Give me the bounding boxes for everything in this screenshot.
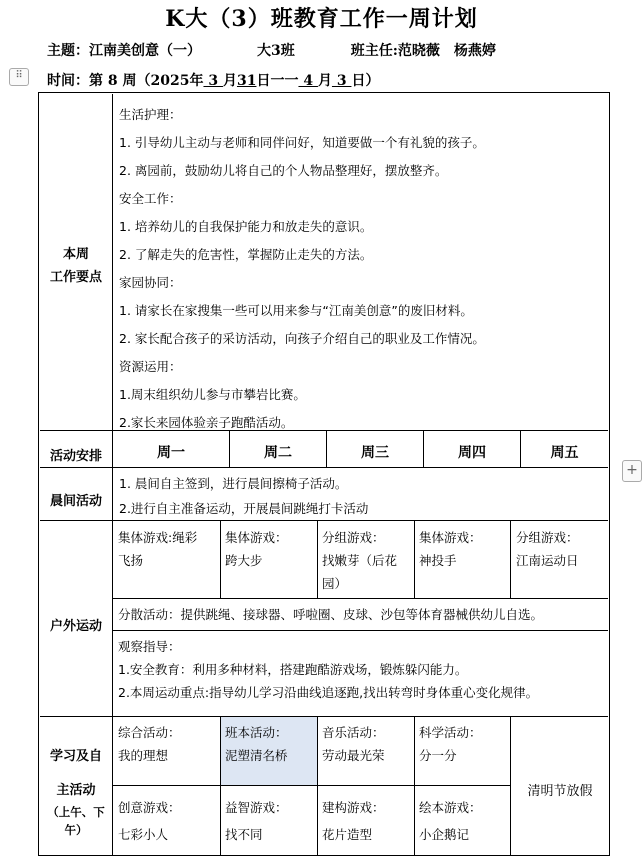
day-header-mon: 周一	[157, 445, 185, 461]
column-divider	[317, 520, 318, 598]
game-line: 集体游戏:绳彩	[118, 530, 198, 545]
start-day: 31	[236, 73, 257, 89]
work-points-label	[40, 243, 112, 289]
morning-line: 1. 晨间自主签到，进行晨间擦椅子活动。	[119, 476, 348, 491]
teachers-value: 范晓薇 杨燕婷	[397, 43, 496, 59]
morning-content	[119, 471, 368, 521]
study-cell-mon-am	[118, 721, 181, 767]
work-point-line: 1. 培养幼儿的自我保护能力和放走失的意识。	[119, 219, 373, 234]
game-line: 集体游戏：	[225, 530, 288, 545]
document-title: K大（3）班教育工作一周计划	[165, 6, 478, 32]
row-divider	[113, 598, 608, 599]
study-label-line: （上午、下	[47, 805, 105, 819]
column-divider	[414, 716, 415, 855]
activity-line: 益智游戏：	[225, 800, 288, 815]
activity-line: 班本活动：	[225, 725, 288, 740]
outdoor-game-thu	[419, 526, 482, 572]
game-line: 江南运动日	[516, 553, 579, 568]
work-point-line: 生活护理：	[119, 107, 182, 122]
work-points-label-line: 本周	[62, 247, 89, 262]
work-point-line: 2. 家长配合孩子的采访活动，向孩子介绍自己的职业及工作情况。	[119, 331, 485, 346]
work-point-line: 1. 引导幼儿主动与老师和同伴问好，知道要做一个有礼貌的孩子。	[119, 135, 485, 150]
study-cell-wed-pm	[322, 794, 385, 848]
study-label-line: 午）	[64, 823, 88, 837]
spacer	[113, 98, 608, 99]
month-char-2: 月	[317, 73, 332, 89]
game-line: 园）	[322, 576, 348, 591]
end-month: 4	[298, 73, 318, 89]
activity-line: 找不同	[225, 827, 263, 842]
work-points-label-line: 工作要点	[49, 270, 102, 285]
outdoor-game-fri	[516, 526, 579, 572]
activity-line: 科学活动：	[419, 725, 482, 740]
study-cell-wed-am	[322, 721, 385, 767]
date-separator: 日一一	[256, 73, 299, 89]
activity-line: 七彩小人	[118, 827, 169, 842]
header-info-line	[47, 40, 496, 60]
work-point-line: 1.周末组织幼儿参与市攀岩比赛。	[119, 387, 306, 402]
table-move-handle-icon[interactable]: ⠿	[9, 68, 29, 86]
study-label-line: 学习及自	[49, 749, 102, 764]
outdoor-game-mon	[118, 526, 197, 572]
column-divider	[112, 94, 113, 855]
column-divider	[317, 716, 318, 855]
activity-line: 小企鹅记	[419, 827, 470, 842]
time-label: 时间：	[47, 73, 89, 89]
work-point-line: 1. 请家长在家搜集一些可以用来参与“江南美创意”的废旧材料。	[119, 303, 473, 318]
observe-line: 2.本周运动重点:指导幼儿学习沿曲线追逐跑,找出转弯时身体重心变化规律。	[118, 685, 539, 700]
start-month: 3	[203, 73, 223, 89]
time-line	[47, 70, 379, 90]
study-label-line: 主活动	[56, 783, 96, 798]
activity-line: 音乐活动：	[322, 725, 385, 740]
column-divider	[510, 520, 511, 598]
work-point-line: 2.家长来园体验亲子跑酷活动。	[119, 415, 294, 430]
morning-label: 晨间活动	[49, 494, 102, 509]
work-point-line: 2. 离园前，鼓励幼儿将自己的个人物品整理好，摆放整齐。	[119, 163, 448, 178]
column-divider	[220, 520, 221, 598]
work-point-line: 2. 了解走失的危害性，掌握防止走失的方法。	[119, 247, 373, 262]
month-char-1: 月	[222, 73, 237, 89]
game-line: 找嫩芽（后花	[322, 553, 398, 568]
outdoor-label: 户外运动	[49, 619, 102, 634]
work-points-content	[119, 101, 485, 437]
teachers-label: 班主任:	[350, 43, 398, 59]
study-label	[40, 745, 112, 839]
study-cell-thu-pm	[419, 794, 482, 848]
day-header-fri: 周五	[550, 445, 579, 461]
row-divider	[40, 716, 608, 717]
end-day: 3	[331, 73, 352, 89]
study-cell-tue-am	[225, 721, 288, 767]
day-header-wed: 周三	[361, 445, 389, 461]
outdoor-game-wed	[322, 526, 397, 595]
activity-line: 花片造型	[322, 827, 373, 842]
activity-line: 分一分	[419, 748, 457, 763]
game-line: 跨大步	[225, 553, 263, 568]
work-point-line: 家园协同：	[119, 275, 182, 290]
observe-line: 1.安全教育：利用多种材料，搭建跑酷游戏场，锻炼躲闪能力。	[118, 662, 468, 677]
study-cell-mon-pm	[118, 794, 181, 848]
outdoor-game-tue	[225, 526, 288, 572]
holiday-cell: 清明节放假	[527, 784, 593, 799]
game-line: 神投手	[419, 553, 457, 568]
week-prefix: 第 8 周（2025年	[89, 73, 204, 89]
game-line: 分组游戏：	[322, 530, 385, 545]
morning-line: 2.进行自主准备运动，开展晨间跳绳打卡活动	[119, 501, 369, 516]
row-divider	[40, 467, 608, 468]
theme-value: 江南美创意（一）	[89, 43, 201, 59]
activity-line: 我的理想	[118, 748, 169, 763]
activity-line: 创意游戏：	[118, 800, 181, 815]
activity-line: 绘本游戏：	[419, 800, 482, 815]
work-point-line: 安全工作：	[119, 191, 182, 206]
row-divider	[113, 785, 510, 786]
study-cell-tue-pm	[225, 794, 288, 848]
study-cell-thu-am	[419, 721, 482, 767]
class-name: 大3班	[257, 43, 295, 59]
date-close: 日）	[351, 73, 380, 89]
game-line: 集体游戏：	[419, 530, 482, 545]
column-divider	[414, 520, 415, 598]
game-line: 飞扬	[118, 553, 144, 568]
column-divider	[220, 716, 221, 855]
schedule-label: 活动安排	[49, 449, 102, 464]
add-column-icon[interactable]: +	[622, 460, 642, 482]
day-header-tue: 周二	[264, 445, 292, 461]
game-line: 分组游戏：	[516, 530, 579, 545]
activity-line: 建构游戏：	[322, 800, 385, 815]
day-header-thu: 周四	[458, 445, 486, 461]
row-divider	[113, 630, 608, 631]
observe-line: 观察指导：	[118, 639, 181, 654]
observe-guidance	[118, 635, 538, 704]
scatter-activity: 分散活动：提供跳绳、接球器、呼啦圈、皮球、沙包等体育器械供幼儿自选。	[118, 607, 544, 622]
activity-line: 泥塑清名桥	[225, 748, 288, 763]
theme-label: 主题：	[47, 43, 89, 59]
activity-line: 劳动最光荣	[322, 748, 385, 763]
work-point-line: 资源运用：	[119, 359, 182, 374]
activity-line: 综合活动：	[118, 725, 181, 740]
